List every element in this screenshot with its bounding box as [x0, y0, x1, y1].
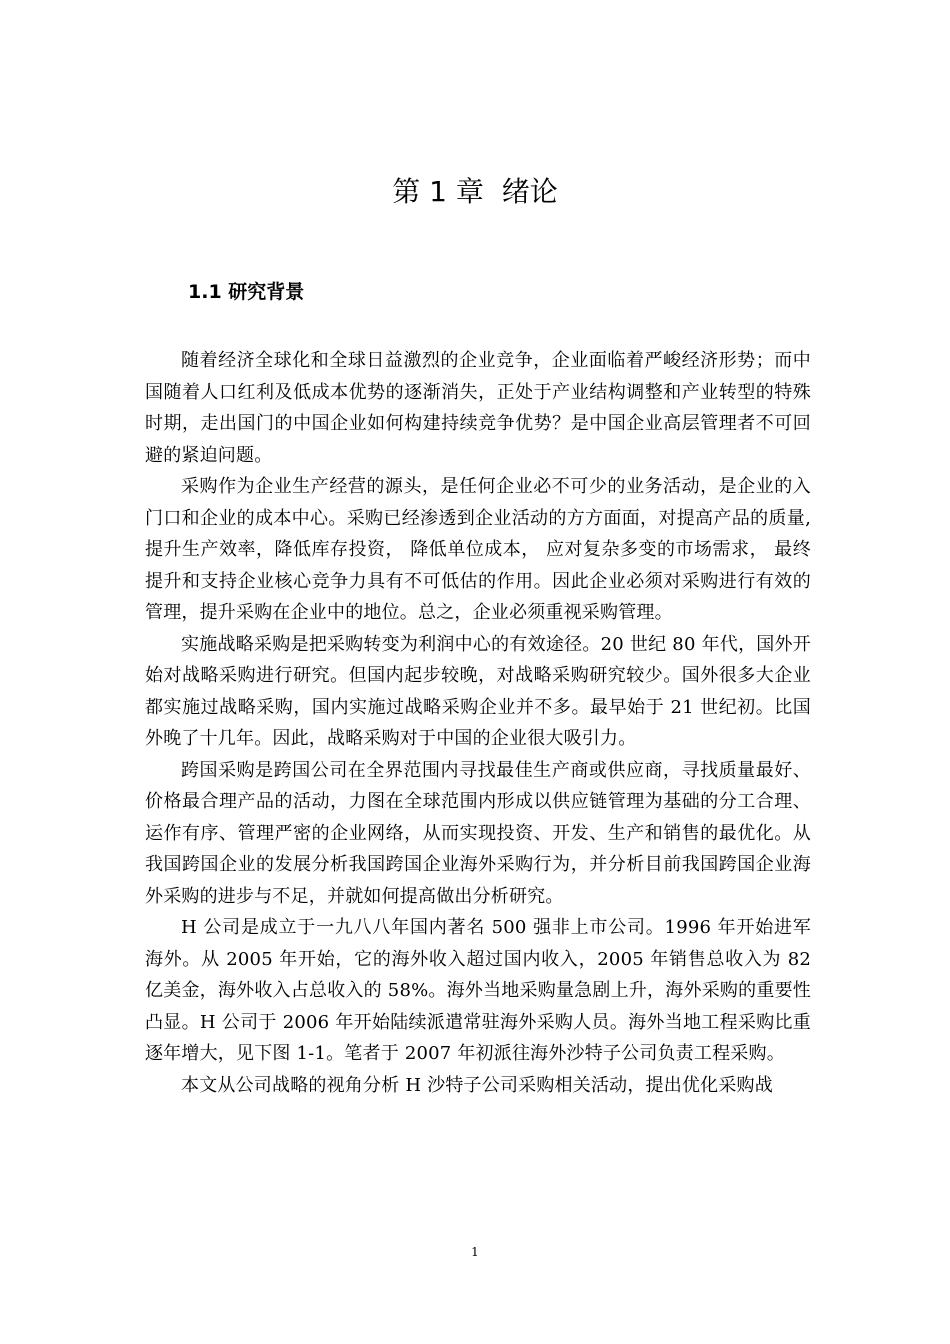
paragraph: 实施战略采购是把采购转变为利润中心的有效途径。20 世纪 80 年代，国外开始对战略采购进行研究。但国内起步较晚，对战略采购研究较少。国外很多大企业都实施过战略采购，国内实施过战略采购企业并不多。最早始于 21 世纪初。比国外晚了十几年。因此，战略采购对于中国的企业很大吸引力。	[145, 633, 811, 749]
chapter-title: 第 1 章 绪论	[392, 175, 558, 208]
paragraph: 采购作为企业生产经营的源头，是任何企业必不可少的业务活动，是企业的入门口和企业的成本中心。采购已经渗透到企业活动的方方面面，对提高产品的质量, 提升生产效率，降低库存投资， 降低单位成本， 应对复杂多变的市场需求， 最终提升和支持企业核心竞争力具有不可低估的作用。因此企业必须对采购进行有效的管理，提升采购在企业中的地位。总之，企业必须重视采购管理。	[145, 476, 811, 623]
page-number: 1	[471, 1245, 479, 1259]
paragraph: 随着经济全球化和全球日益激烈的企业竞争，企业面临着严峻经济形势；而中国随着人口红利及低成本优势的逐渐消失，正处于产业结构调整和产业转型的特殊时期，走出国门的中国企业如何构建持续竞争优势？是中国企业高层管理者不可回避的紧迫问题。	[145, 350, 811, 466]
paragraph: 本文从公司战略的视角分析 H 沙特子公司采购相关活动，提出优化采购战	[181, 1074, 773, 1096]
section-title: 1.1 研究背景	[188, 281, 305, 303]
paragraph: 跨国采购是跨国公司在全界范围内寻找最佳生产商或供应商，寻找质量最好、价格最合理产品的活动，力图在全球范围内形成以供应链管理为基础的分工合理、运作有序、管理严密的企业网络，从而实现投资、开发、生产和销售的最优化。从我国跨国企业的发展分析我国跨国企业海外采购行为，并分析目前我国跨国企业海外采购的进步与不足，并就如何提高做出分析研究。	[145, 759, 811, 907]
body-text	[145, 345, 811, 1101]
paragraph: H 公司是成立于一九八八年国内著名 500 强非上市公司。1996 年开始进军海外。从 2005 年开始，它的海外收入超过国内收入，2005 年销售总收入为 82 亿美金，海外收入占总收入的 58%。海外当地采购量急剧上升，海外采购的重要性凸显。H 公司于 2006 年开始陆续派遣常驻海外采购人员。海外当地工程采购比重逐年增大，见下图 1-1。笔者于 2007 年初派往海外沙特子公司负责工程采购。	[145, 917, 811, 1064]
